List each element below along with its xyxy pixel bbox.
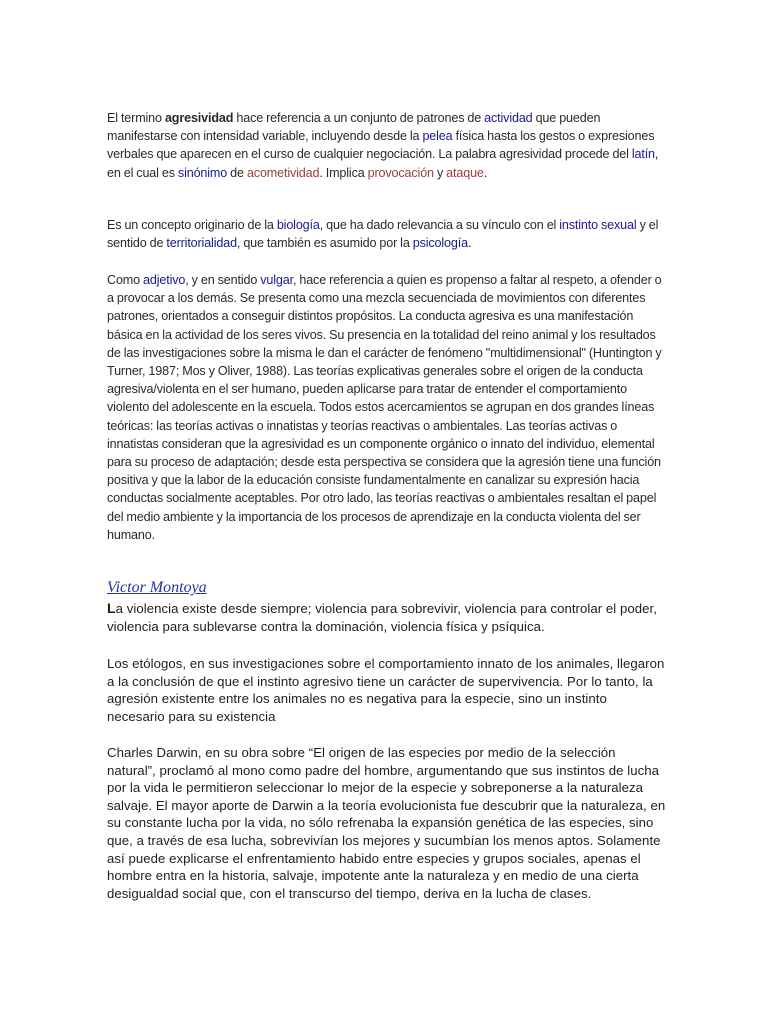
term-agresividad: agresividad (164, 111, 234, 125)
link-psicologia[interactable]: psicología (412, 236, 468, 251)
paragraph-agresividad-definition: El termino agresividad hace referencia a un conjunto de patrones de actividad que pueden manifestarse con intensidad variable, incluyendo desde la pelea física hasta los gestos o expresiones verbales que aparecen en el curso de cualquier negociación. La palabra agresividad procede del latín, en el cual es sinónimo de acometividad. Implica provocación y ataque. (107, 111, 659, 180)
link-provocacion[interactable]: provocación (367, 165, 434, 180)
link-instinto-sexual[interactable]: instinto sexual (559, 218, 637, 232)
link-adjetivo[interactable]: adjetivo (143, 273, 186, 287)
paragraph-violencia: La violencia existe desde siempre; violencia para sobrevivir, violencia para controlar el poder, violencia para sublevarse contra la dominación, violencia física y psíquica. (107, 600, 657, 634)
link-acometividad[interactable]: acometividad (246, 165, 320, 180)
link-vulgar[interactable]: vulgar (260, 273, 293, 287)
link-ataque[interactable]: ataque (446, 165, 484, 180)
section-title-victor-montoya[interactable]: Victor Montoya (107, 579, 207, 596)
link-latin[interactable]: latín (631, 147, 655, 162)
link-territorialidad[interactable]: territorialidad (166, 236, 237, 251)
link-pelea[interactable]: pelea (422, 129, 453, 144)
link-actividad[interactable]: actividad (484, 111, 533, 125)
paragraph-biologia: Es un concepto originario de la biología, que ha dado relevancia a su vínculo con el instinto sexual y el sentido de territorialidad, que también es asumido por la psicología. (107, 218, 659, 251)
paragraph-adjetivo-teorias: Como adjetivo, y en sentido vulgar, hace referencia a quien es propenso a faltar al respeto, a ofender o a provocar a los demás. Se presenta como una mezcla secuenciada de movimientos con diferentes patrones, orientados a conseguir distintos propósitos. La conducta agresiva es una manifestación básica en la actividad de los seres vivos. Su presencia en la totalidad del reino animal y los resultados de las investigaciones sobre la misma le dan el carácter de fenómeno "multidimensional" (Huntington y Turner, 1987; Mos y Oliver, 1988). Las teorías explicativas generales sobre el origen de la conducta agresiva/violenta en el ser humano, pueden aplicarse para tratar de entender el comportamiento violento del adolescente en la escuela. Todos estos acercamientos se agrupan en dos grandes líneas teóricas: las teorías activas o innatistas y teorías reactivas o ambientales. Las teorías activas o innatistas consideran que la agresividad es un componente orgánico o innato del individuo, elemental para su proceso de adaptación; desde esta perspectiva se considera que la agresión tiene una función positiva y que la labor de la educación consiste fundamentalmente en canalizar su expresión hacia conductas socialmente aceptables. Por otro lado, las teorías reactivas o ambientales resaltan el papel del medio ambiente y la importancia de los procesos de aprendizaje en la conducta violenta del ser humano. (107, 273, 662, 542)
paragraph-etologos: Los etólogos, en sus investigaciones sobre el comportamiento innato de los animales, llegaron a la conclusión de que el instinto agresivo tiene un carácter de supervivencia. Por lo tanto, la agresión existente entre los animales no es negativa para la especie, sino un instinto necesario para su existencia (107, 656, 665, 724)
link-sinonimo[interactable]: sinónimo (177, 165, 228, 180)
paragraph-darwin: Charles Darwin, en su obra sobre “El origen de las especies por medio de la selección natural”, proclamó al mono como padre del hombre, argumentando que sus instintos de lucha por la vida le permitieron seleccionar lo mejor de la especie y sobreponerse a la naturaleza salvaje. El mayor aporte de Darwin a la teoría evolucionista fue descubrir que la naturaleza, en su constante lucha por la vida, no sólo refrenaba la expansión genética de las especies, sino que, a través de esa lucha, sobrevivían los mejores y sucumbían los menos aptos. Solamente así puede explicarse el enfrentamiento habido entre especies y grupos sociales, apenas el hombre entra en la historia, salvaje, impotente ante la naturaleza y en medio de una cierta desigualdad social que, con el transcurso del tiempo, deriva en la lucha de clases. (107, 745, 666, 901)
link-biologia[interactable]: biología (276, 218, 320, 232)
dropcap-letter: L (107, 600, 116, 616)
